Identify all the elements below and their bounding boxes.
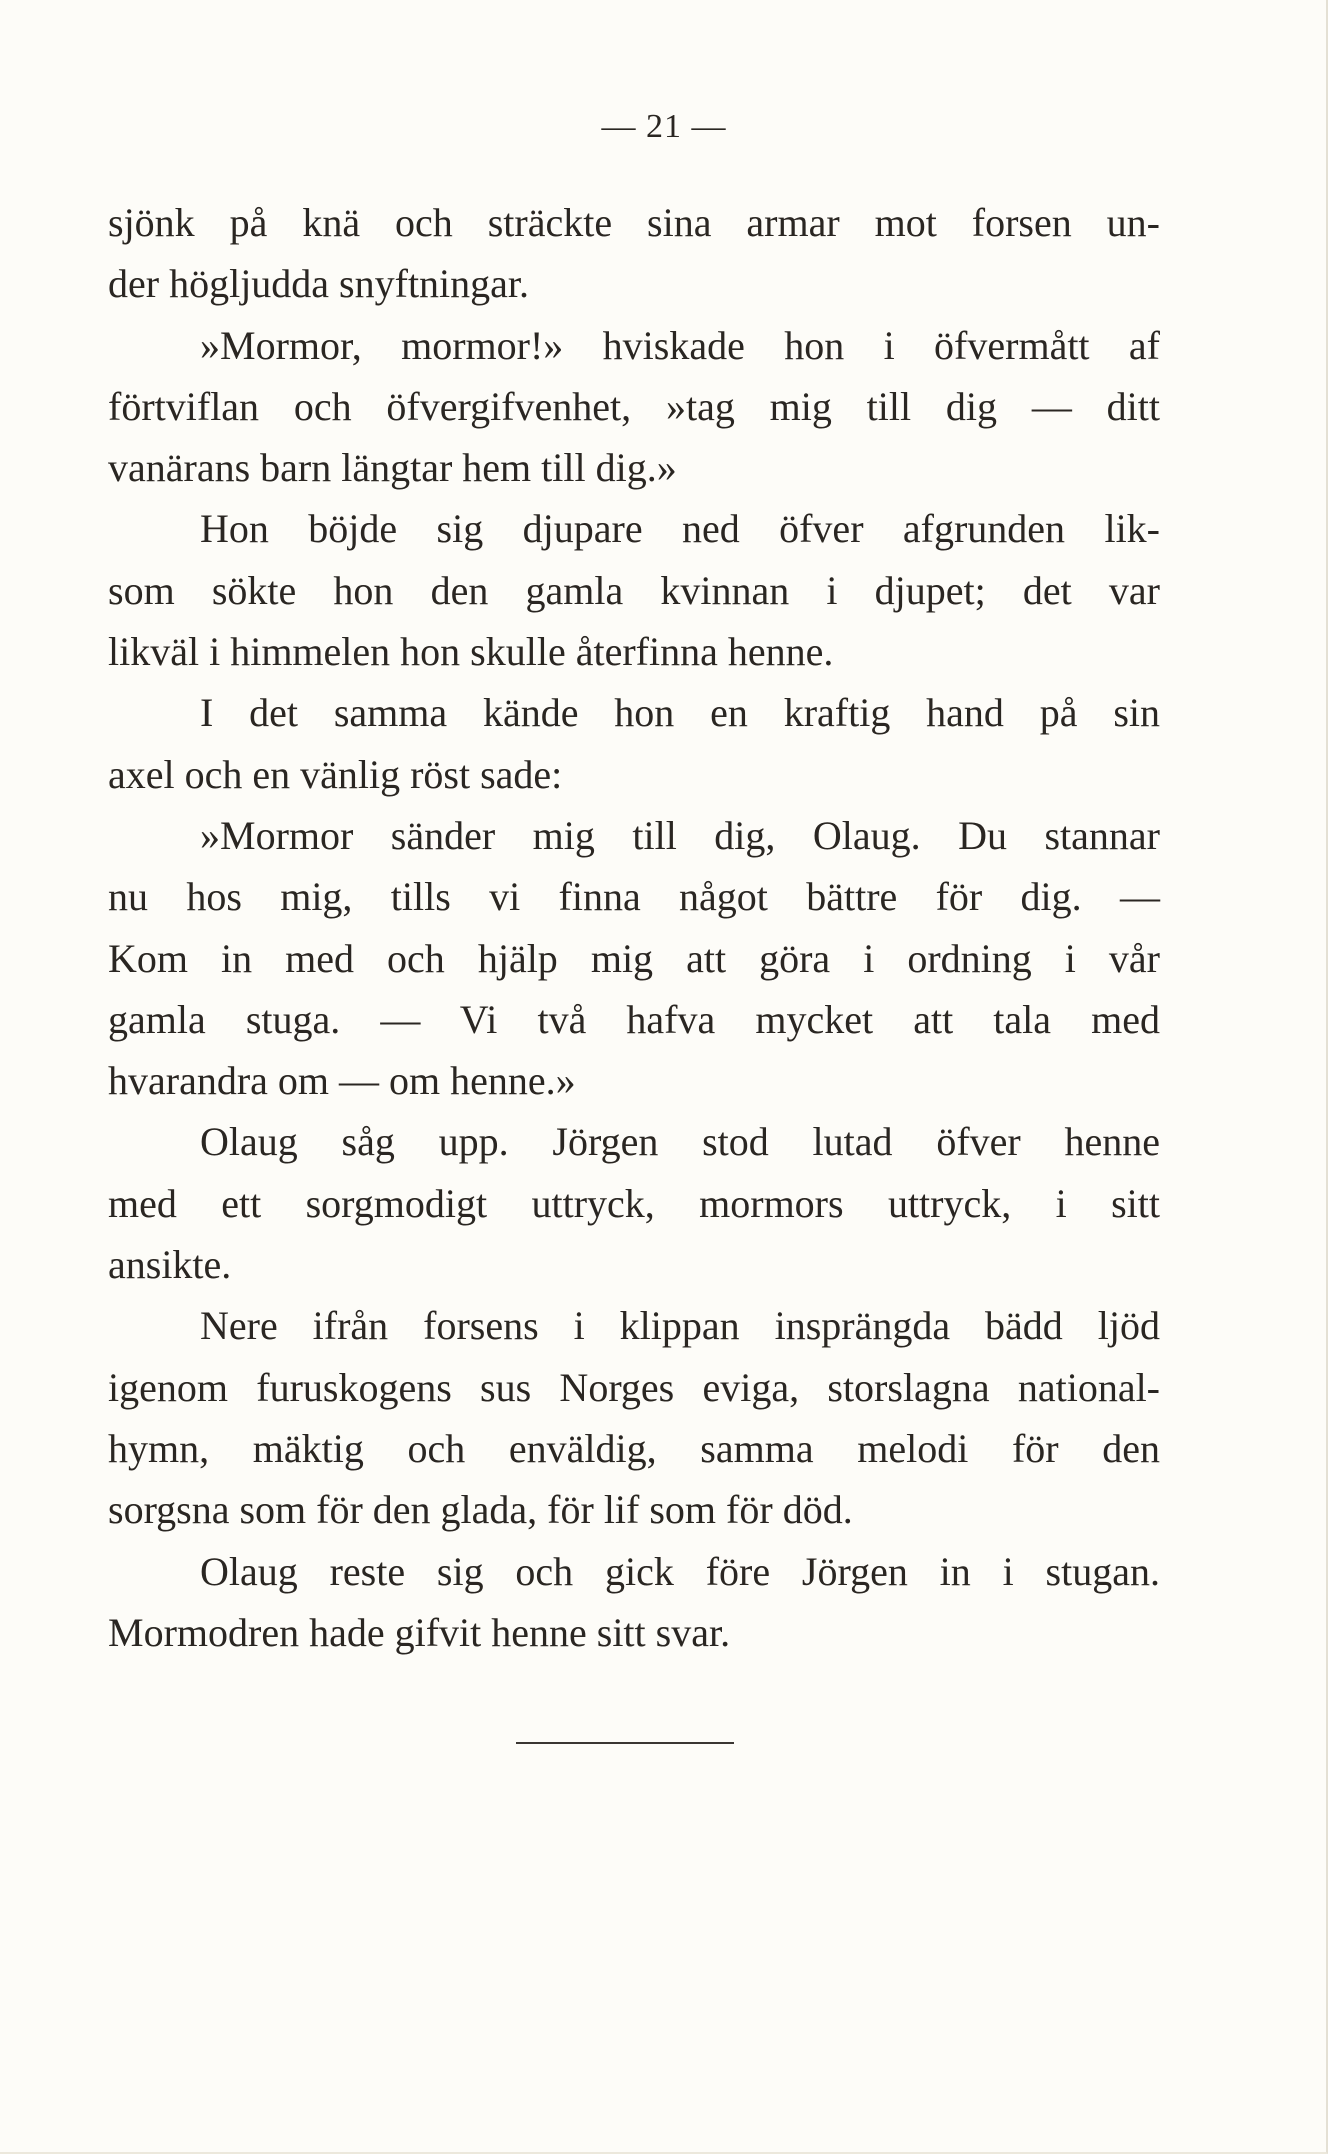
text-line: Kom in med och hjälp mig att göra i ordning i vår <box>108 935 1160 981</box>
text-line: Olaug reste sig och gick före Jörgen in i stugan. <box>200 1548 1160 1594</box>
text-line: »Mormor sänder mig till dig, Olaug. Du stannar <box>200 812 1160 858</box>
text-line: ansikte. <box>108 1242 232 1288</box>
text-line: nu hos mig, tills vi finna något bättre för dig. — <box>108 874 1160 920</box>
text-line: der högljudda snyftningar. <box>108 261 530 307</box>
text-line: Mormodren hade gifvit henne sitt svar. <box>108 1609 731 1655</box>
text-line: sjönk på knä och sträckte sina armar mot forsen un- <box>108 200 1160 245</box>
body-text <box>108 192 1160 1663</box>
text-line: hvarandra om — om henne.» <box>108 1058 576 1104</box>
text-line: igenom furuskogens sus Norges eviga, storslagna national- <box>108 1364 1160 1410</box>
text-line: gamla stuga. — Vi två hafva mycket att tala med <box>108 996 1160 1042</box>
text-line: hymn, mäktig och enväldig, samma melodi för den <box>108 1425 1160 1471</box>
page-number: — 21 — <box>601 108 727 145</box>
text-line: Nere ifrån forsens i klippan insprängda bädd ljöd <box>200 1303 1160 1349</box>
text-line: som sökte hon den gamla kvinnan i djupet; det var <box>108 567 1160 613</box>
text-line: vanärans barn längtar hem till dig.» <box>108 445 677 491</box>
text-line: »Mormor, mormor!» hviskade hon i öfvermått af <box>200 322 1160 368</box>
text-line: I det samma kände hon en kraftig hand på sin <box>200 690 1160 736</box>
text-line: med ett sorgmodigt uttryck, mormors uttryck, i sitt <box>108 1180 1160 1226</box>
text-line: Hon böjde sig djupare ned öfver afgrunden lik- <box>200 506 1160 552</box>
text-line: likväl i himmelen hon skulle återfinna henne. <box>108 629 834 675</box>
text-line: Olaug såg upp. Jörgen stod lutad öfver henne <box>200 1119 1160 1165</box>
text-line: förtviflan och öfvergifvenhet, »tag mig till dig — ditt <box>108 383 1160 429</box>
text-line: axel och en vänlig röst sade: <box>108 751 563 797</box>
text-line: sorgsna som för den glada, för lif som för död. <box>108 1487 853 1533</box>
end-divider <box>516 1742 734 1744</box>
